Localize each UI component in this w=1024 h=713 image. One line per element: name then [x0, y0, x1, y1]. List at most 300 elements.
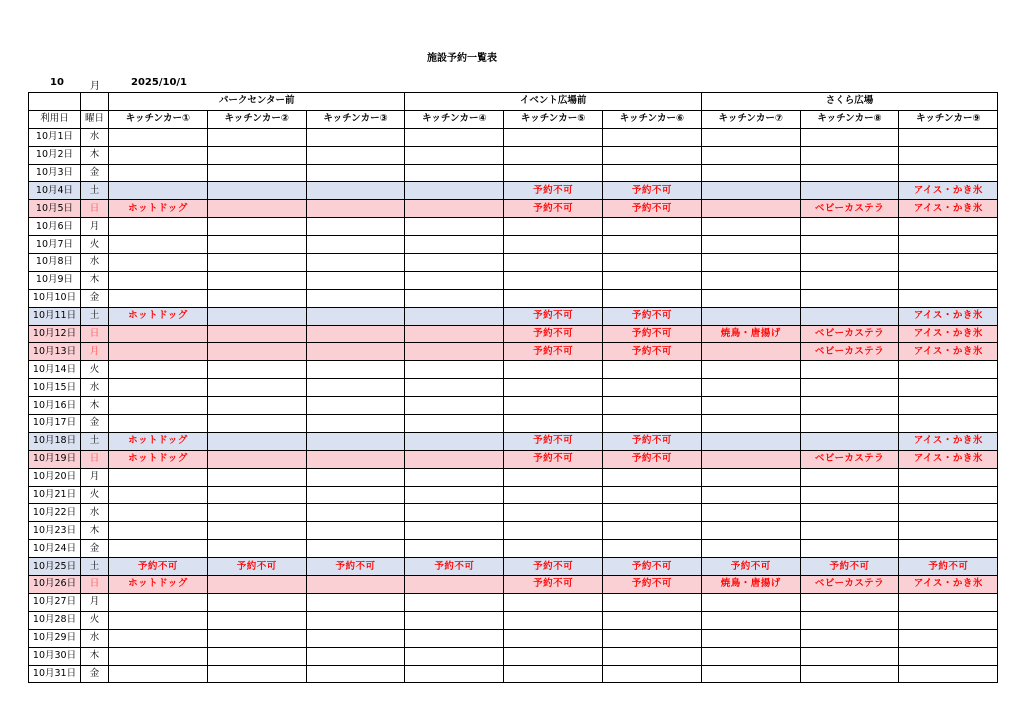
reservation-cell[interactable]: [405, 647, 504, 665]
reservation-cell[interactable]: [800, 486, 899, 504]
reservation-cell[interactable]: [504, 397, 603, 415]
reservation-cell[interactable]: 予約不可: [603, 432, 702, 450]
reservation-cell[interactable]: [109, 665, 208, 683]
reservation-cell[interactable]: [207, 146, 306, 164]
reservation-cell[interactable]: [405, 164, 504, 182]
reservation-cell[interactable]: [701, 146, 800, 164]
reservation-cell[interactable]: [800, 254, 899, 272]
reservation-cell[interactable]: [405, 468, 504, 486]
weekday-cell: 火: [81, 486, 109, 504]
reservation-cell[interactable]: [701, 415, 800, 433]
reservation-cell[interactable]: [800, 379, 899, 397]
reservation-cell[interactable]: [207, 522, 306, 540]
reservation-cell[interactable]: ホットドッグ: [109, 450, 208, 468]
reservation-cell[interactable]: [207, 236, 306, 254]
reservation-cell[interactable]: アイス・かき氷: [899, 576, 998, 594]
reservation-cell[interactable]: [800, 271, 899, 289]
reservation-cell[interactable]: 予約不可: [504, 325, 603, 343]
reservation-cell[interactable]: [701, 361, 800, 379]
reservation-cell[interactable]: [800, 307, 899, 325]
car-header: キッチンカー③: [306, 110, 405, 128]
reservation-cell[interactable]: [701, 307, 800, 325]
use-date-cell: 10月2日: [29, 146, 81, 164]
reservation-cell[interactable]: [306, 432, 405, 450]
reservation-cell[interactable]: [899, 522, 998, 540]
reservation-cell[interactable]: 予約不可: [603, 450, 702, 468]
reservation-cell[interactable]: [899, 236, 998, 254]
reservation-cell[interactable]: アイス・かき氷: [899, 307, 998, 325]
reservation-cell[interactable]: [207, 361, 306, 379]
reservation-cell[interactable]: [306, 468, 405, 486]
reservation-cell[interactable]: [207, 397, 306, 415]
reservation-cell[interactable]: [504, 164, 603, 182]
reservation-cell[interactable]: [800, 146, 899, 164]
reservation-cell[interactable]: [603, 361, 702, 379]
reservation-cell[interactable]: [603, 146, 702, 164]
reservation-cell[interactable]: [405, 146, 504, 164]
reservation-cell[interactable]: [800, 647, 899, 665]
reservation-cell[interactable]: [899, 593, 998, 611]
reservation-cell[interactable]: [306, 540, 405, 558]
reservation-cell[interactable]: [109, 218, 208, 236]
reservation-cell[interactable]: [207, 164, 306, 182]
reservation-cell[interactable]: ベビーカステラ: [800, 576, 899, 594]
reservation-cell[interactable]: [109, 415, 208, 433]
reservation-cell[interactable]: 予約不可: [504, 307, 603, 325]
reservation-cell[interactable]: [899, 218, 998, 236]
reservation-cell[interactable]: [800, 504, 899, 522]
reservation-cell[interactable]: ベビーカステラ: [800, 343, 899, 361]
reservation-cell[interactable]: 予約不可: [899, 558, 998, 576]
reservation-cell[interactable]: [207, 289, 306, 307]
reservation-cell[interactable]: [405, 611, 504, 629]
reservation-cell[interactable]: [405, 397, 504, 415]
reservation-cell[interactable]: [306, 271, 405, 289]
reservation-cell[interactable]: [504, 504, 603, 522]
reservation-cell[interactable]: [109, 271, 208, 289]
table-row: [29, 593, 998, 611]
reservation-cell[interactable]: ホットドッグ: [109, 200, 208, 218]
reservation-cell[interactable]: [504, 593, 603, 611]
reservation-cell[interactable]: [701, 593, 800, 611]
reservation-cell[interactable]: [701, 522, 800, 540]
reservation-cell[interactable]: [504, 128, 603, 146]
reservation-cell[interactable]: [701, 665, 800, 683]
reservation-cell[interactable]: [701, 629, 800, 647]
column-header-row: [29, 110, 998, 128]
reservation-cell[interactable]: [306, 522, 405, 540]
reservation-cell[interactable]: [405, 128, 504, 146]
table-row: [29, 504, 998, 522]
reservation-cell[interactable]: [207, 415, 306, 433]
reservation-cell[interactable]: [109, 486, 208, 504]
reservation-cell[interactable]: [405, 486, 504, 504]
reservation-cell[interactable]: [405, 665, 504, 683]
reservation-cell[interactable]: [405, 343, 504, 361]
reservation-cell[interactable]: [109, 468, 208, 486]
reservation-cell[interactable]: [504, 647, 603, 665]
reservation-cell[interactable]: [800, 164, 899, 182]
reservation-cell[interactable]: [109, 164, 208, 182]
reservation-cell[interactable]: [800, 522, 899, 540]
reservation-cell[interactable]: [306, 254, 405, 272]
reservation-cell[interactable]: [504, 468, 603, 486]
reservation-cell[interactable]: ホットドッグ: [109, 576, 208, 594]
reservation-cell[interactable]: [207, 540, 306, 558]
reservation-cell[interactable]: [899, 647, 998, 665]
reservation-cell[interactable]: [405, 325, 504, 343]
reservation-cell[interactable]: [207, 307, 306, 325]
reservation-cell[interactable]: [109, 343, 208, 361]
reservation-cell[interactable]: 予約不可: [504, 182, 603, 200]
reservation-cell[interactable]: [306, 128, 405, 146]
reservation-cell[interactable]: [800, 128, 899, 146]
reservation-cell[interactable]: [306, 576, 405, 594]
reservation-cell[interactable]: [405, 432, 504, 450]
reservation-cell[interactable]: [603, 611, 702, 629]
reservation-cell[interactable]: [701, 182, 800, 200]
reservation-cell[interactable]: [899, 397, 998, 415]
reservation-cell[interactable]: [603, 468, 702, 486]
reservation-cell[interactable]: [109, 540, 208, 558]
reservation-cell[interactable]: [899, 271, 998, 289]
reservation-cell[interactable]: [603, 486, 702, 504]
reservation-cell[interactable]: [306, 200, 405, 218]
reservation-cell[interactable]: [207, 647, 306, 665]
reservation-cell[interactable]: [603, 629, 702, 647]
reservation-cell[interactable]: [603, 540, 702, 558]
use-date-cell: 10月3日: [29, 164, 81, 182]
reservation-cell[interactable]: [603, 504, 702, 522]
reservation-cell[interactable]: 予約不可: [504, 558, 603, 576]
reservation-cell[interactable]: [207, 629, 306, 647]
reservation-cell[interactable]: [306, 611, 405, 629]
reservation-cell[interactable]: [701, 504, 800, 522]
reservation-cell[interactable]: [109, 647, 208, 665]
reservation-cell[interactable]: [109, 379, 208, 397]
reservation-cell[interactable]: [405, 289, 504, 307]
reservation-cell[interactable]: [306, 325, 405, 343]
reservation-cell[interactable]: [899, 486, 998, 504]
reservation-cell[interactable]: [405, 182, 504, 200]
reservation-cell[interactable]: [899, 254, 998, 272]
weekday-cell: 月: [81, 593, 109, 611]
table-row: [29, 450, 998, 468]
reservation-cell[interactable]: [306, 218, 405, 236]
reservation-cell[interactable]: [701, 236, 800, 254]
reservation-cell[interactable]: [207, 486, 306, 504]
reservation-cell[interactable]: [899, 611, 998, 629]
reservation-cell[interactable]: [701, 397, 800, 415]
table-row: [29, 343, 998, 361]
use-date-cell: 10月18日: [29, 432, 81, 450]
reservation-cell[interactable]: [504, 254, 603, 272]
reservation-cell[interactable]: [306, 415, 405, 433]
reservation-cell[interactable]: [207, 271, 306, 289]
reservation-cell[interactable]: [504, 236, 603, 254]
reservation-cell[interactable]: [504, 522, 603, 540]
reservation-cell[interactable]: [109, 254, 208, 272]
reservation-cell[interactable]: ベビーカステラ: [800, 325, 899, 343]
reservation-cell[interactable]: [701, 468, 800, 486]
reservation-cell[interactable]: [899, 164, 998, 182]
reservation-cell[interactable]: [504, 289, 603, 307]
reservation-cell[interactable]: ホットドッグ: [109, 432, 208, 450]
reservation-cell[interactable]: [405, 271, 504, 289]
reservation-cell[interactable]: [109, 397, 208, 415]
reservation-cell[interactable]: 予約不可: [405, 558, 504, 576]
weekday-cell: 金: [81, 289, 109, 307]
reservation-cell[interactable]: [109, 236, 208, 254]
reservation-cell[interactable]: [306, 146, 405, 164]
reservation-cell[interactable]: [504, 218, 603, 236]
reservation-cell[interactable]: [306, 593, 405, 611]
reservation-cell[interactable]: [603, 236, 702, 254]
reservation-cell[interactable]: [899, 361, 998, 379]
reservation-cell[interactable]: [899, 504, 998, 522]
reservation-cell[interactable]: [109, 289, 208, 307]
reservation-cell[interactable]: [405, 522, 504, 540]
reservation-cell[interactable]: [306, 361, 405, 379]
use-date-cell: 10月16日: [29, 397, 81, 415]
reservation-cell[interactable]: [109, 146, 208, 164]
reservation-cell[interactable]: 予約不可: [603, 558, 702, 576]
reservation-cell[interactable]: [207, 343, 306, 361]
car-header: キッチンカー⑤: [504, 110, 603, 128]
reservation-cell[interactable]: [504, 486, 603, 504]
reservation-cell[interactable]: [405, 236, 504, 254]
reservation-cell[interactable]: 予約不可: [603, 182, 702, 200]
reservation-cell[interactable]: [109, 128, 208, 146]
reservation-cell[interactable]: [800, 665, 899, 683]
use-date-cell: 10月27日: [29, 593, 81, 611]
reservation-cell[interactable]: アイス・かき氷: [899, 325, 998, 343]
reservation-cell[interactable]: [207, 576, 306, 594]
reservation-cell[interactable]: [701, 289, 800, 307]
reservation-cell[interactable]: [405, 593, 504, 611]
reservation-cell[interactable]: 予約不可: [504, 200, 603, 218]
reservation-cell[interactable]: [504, 665, 603, 683]
reservation-cell[interactable]: [207, 432, 306, 450]
reservation-cell[interactable]: [109, 361, 208, 379]
table-row: [29, 647, 998, 665]
reservation-cell[interactable]: [109, 593, 208, 611]
reservation-cell[interactable]: 予約不可: [603, 325, 702, 343]
reservation-cell[interactable]: 予約不可: [504, 432, 603, 450]
reservation-cell[interactable]: [504, 415, 603, 433]
reservation-cell[interactable]: [899, 146, 998, 164]
reservation-cell[interactable]: [207, 325, 306, 343]
reservation-cell[interactable]: [306, 397, 405, 415]
reservation-cell[interactable]: [504, 379, 603, 397]
reservation-cell[interactable]: [701, 343, 800, 361]
reservation-cell[interactable]: [207, 128, 306, 146]
reservation-cell[interactable]: [405, 254, 504, 272]
reservation-cell[interactable]: 焼鳥・唐揚げ: [701, 576, 800, 594]
reservation-cell[interactable]: [405, 504, 504, 522]
reservation-cell[interactable]: [504, 611, 603, 629]
reservation-cell[interactable]: [306, 379, 405, 397]
reservation-cell[interactable]: [800, 629, 899, 647]
reservation-cell[interactable]: [701, 218, 800, 236]
reservation-cell[interactable]: 予約不可: [603, 343, 702, 361]
reservation-cell[interactable]: [800, 397, 899, 415]
reservation-cell[interactable]: [504, 629, 603, 647]
reservation-cell[interactable]: [504, 540, 603, 558]
reservation-cell[interactable]: [603, 647, 702, 665]
reservation-cell[interactable]: [899, 379, 998, 397]
reservation-cell[interactable]: [109, 325, 208, 343]
reservation-cell[interactable]: 予約不可: [701, 558, 800, 576]
reservation-cell[interactable]: [603, 379, 702, 397]
reservation-cell[interactable]: [701, 486, 800, 504]
reservation-cell[interactable]: [800, 432, 899, 450]
reservation-cell[interactable]: ベビーカステラ: [800, 200, 899, 218]
reservation-cell[interactable]: [504, 361, 603, 379]
reservation-cell[interactable]: [800, 289, 899, 307]
reservation-cell[interactable]: 予約不可: [603, 576, 702, 594]
reservation-cell[interactable]: [603, 164, 702, 182]
reservation-cell[interactable]: [899, 128, 998, 146]
reservation-cell[interactable]: アイス・かき氷: [899, 432, 998, 450]
reservation-cell[interactable]: 予約不可: [603, 200, 702, 218]
reservation-cell[interactable]: [603, 271, 702, 289]
reservation-cell[interactable]: [701, 432, 800, 450]
reservation-cell[interactable]: [899, 289, 998, 307]
reservation-cell[interactable]: [306, 182, 405, 200]
reservation-cell[interactable]: ホットドッグ: [109, 307, 208, 325]
reservation-cell[interactable]: [306, 289, 405, 307]
reservation-cell[interactable]: [306, 647, 405, 665]
reservation-cell[interactable]: 予約不可: [603, 307, 702, 325]
reservation-cell[interactable]: 予約不可: [504, 450, 603, 468]
reservation-cell[interactable]: 予約不可: [109, 558, 208, 576]
reservation-cell[interactable]: [306, 236, 405, 254]
reservation-cell[interactable]: 予約不可: [504, 343, 603, 361]
reservation-cell[interactable]: [701, 254, 800, 272]
reservation-cell[interactable]: [701, 647, 800, 665]
reservation-cell[interactable]: [207, 379, 306, 397]
reservation-cell[interactable]: [306, 307, 405, 325]
weekday-cell: 木: [81, 397, 109, 415]
reservation-cell[interactable]: [405, 218, 504, 236]
reservation-cell[interactable]: 予約不可: [800, 558, 899, 576]
reservation-cell[interactable]: [109, 504, 208, 522]
reservation-cell[interactable]: [207, 182, 306, 200]
reservation-cell[interactable]: アイス・かき氷: [899, 343, 998, 361]
reservation-cell[interactable]: [405, 200, 504, 218]
reservation-cell[interactable]: [405, 361, 504, 379]
reservation-cell[interactable]: [306, 450, 405, 468]
reservation-cell[interactable]: [405, 540, 504, 558]
reservation-cell[interactable]: [207, 593, 306, 611]
reservation-cell[interactable]: [405, 415, 504, 433]
reservation-cell[interactable]: [405, 450, 504, 468]
reservation-cell[interactable]: [701, 164, 800, 182]
reservation-cell[interactable]: [504, 271, 603, 289]
reservation-cell[interactable]: [405, 307, 504, 325]
reservation-cell[interactable]: [603, 415, 702, 433]
reservation-cell[interactable]: [109, 611, 208, 629]
reservation-cell[interactable]: [306, 164, 405, 182]
reservation-cell[interactable]: [701, 450, 800, 468]
reservation-cell[interactable]: [207, 504, 306, 522]
reservation-cell[interactable]: [701, 540, 800, 558]
reservation-cell[interactable]: [603, 665, 702, 683]
reservation-cell[interactable]: アイス・かき氷: [899, 200, 998, 218]
reservation-cell[interactable]: [306, 504, 405, 522]
reservation-cell[interactable]: [207, 468, 306, 486]
reservation-cell[interactable]: [800, 218, 899, 236]
reservation-cell[interactable]: [800, 361, 899, 379]
reservation-cell[interactable]: 予約不可: [306, 558, 405, 576]
reservation-cell[interactable]: 予約不可: [504, 576, 603, 594]
reservation-cell[interactable]: [899, 540, 998, 558]
reservation-cell[interactable]: [207, 611, 306, 629]
reservation-cell[interactable]: [603, 593, 702, 611]
reservation-cell[interactable]: [306, 486, 405, 504]
reservation-cell[interactable]: [504, 146, 603, 164]
weekday-cell: 金: [81, 665, 109, 683]
weekday-cell: 水: [81, 629, 109, 647]
reservation-cell[interactable]: [405, 576, 504, 594]
reservation-cell[interactable]: [306, 343, 405, 361]
reservation-cell[interactable]: [899, 468, 998, 486]
reservation-cell[interactable]: [109, 629, 208, 647]
reservation-cell[interactable]: [603, 218, 702, 236]
reservation-cell[interactable]: [701, 128, 800, 146]
reservation-cell[interactable]: [800, 415, 899, 433]
reservation-cell[interactable]: [800, 593, 899, 611]
reservation-cell[interactable]: ベビーカステラ: [800, 450, 899, 468]
reservation-cell[interactable]: 予約不可: [207, 558, 306, 576]
reservation-cell[interactable]: [405, 629, 504, 647]
reservation-cell[interactable]: [899, 629, 998, 647]
reservation-cell[interactable]: アイス・かき氷: [899, 450, 998, 468]
reservation-cell[interactable]: [899, 415, 998, 433]
reservation-cell[interactable]: [800, 540, 899, 558]
reservation-cell[interactable]: アイス・かき氷: [899, 182, 998, 200]
reservation-cell[interactable]: [701, 200, 800, 218]
reservation-cell[interactable]: [207, 665, 306, 683]
reservation-cell[interactable]: [109, 182, 208, 200]
reservation-cell[interactable]: [800, 182, 899, 200]
reservation-cell[interactable]: 焼鳥・唐揚げ: [701, 325, 800, 343]
table-row: [29, 254, 998, 272]
reservation-cell[interactable]: [603, 522, 702, 540]
reservation-cell[interactable]: [207, 254, 306, 272]
reservation-cell[interactable]: [306, 665, 405, 683]
reservation-cell[interactable]: [603, 397, 702, 415]
reservation-cell[interactable]: [603, 254, 702, 272]
reservation-cell[interactable]: [109, 522, 208, 540]
reservation-cell[interactable]: [800, 611, 899, 629]
reservation-cell[interactable]: [899, 665, 998, 683]
reservation-cell[interactable]: [701, 379, 800, 397]
reservation-cell[interactable]: [603, 128, 702, 146]
reservation-cell[interactable]: [306, 629, 405, 647]
weekday-cell: 金: [81, 164, 109, 182]
reservation-cell[interactable]: [207, 218, 306, 236]
reservation-cell[interactable]: [603, 289, 702, 307]
reservation-cell[interactable]: [207, 200, 306, 218]
reservation-cell[interactable]: [701, 271, 800, 289]
reservation-cell[interactable]: [701, 611, 800, 629]
reservation-cell[interactable]: [800, 468, 899, 486]
reservation-cell[interactable]: [800, 236, 899, 254]
reservation-cell[interactable]: [207, 450, 306, 468]
reservation-cell[interactable]: [405, 379, 504, 397]
